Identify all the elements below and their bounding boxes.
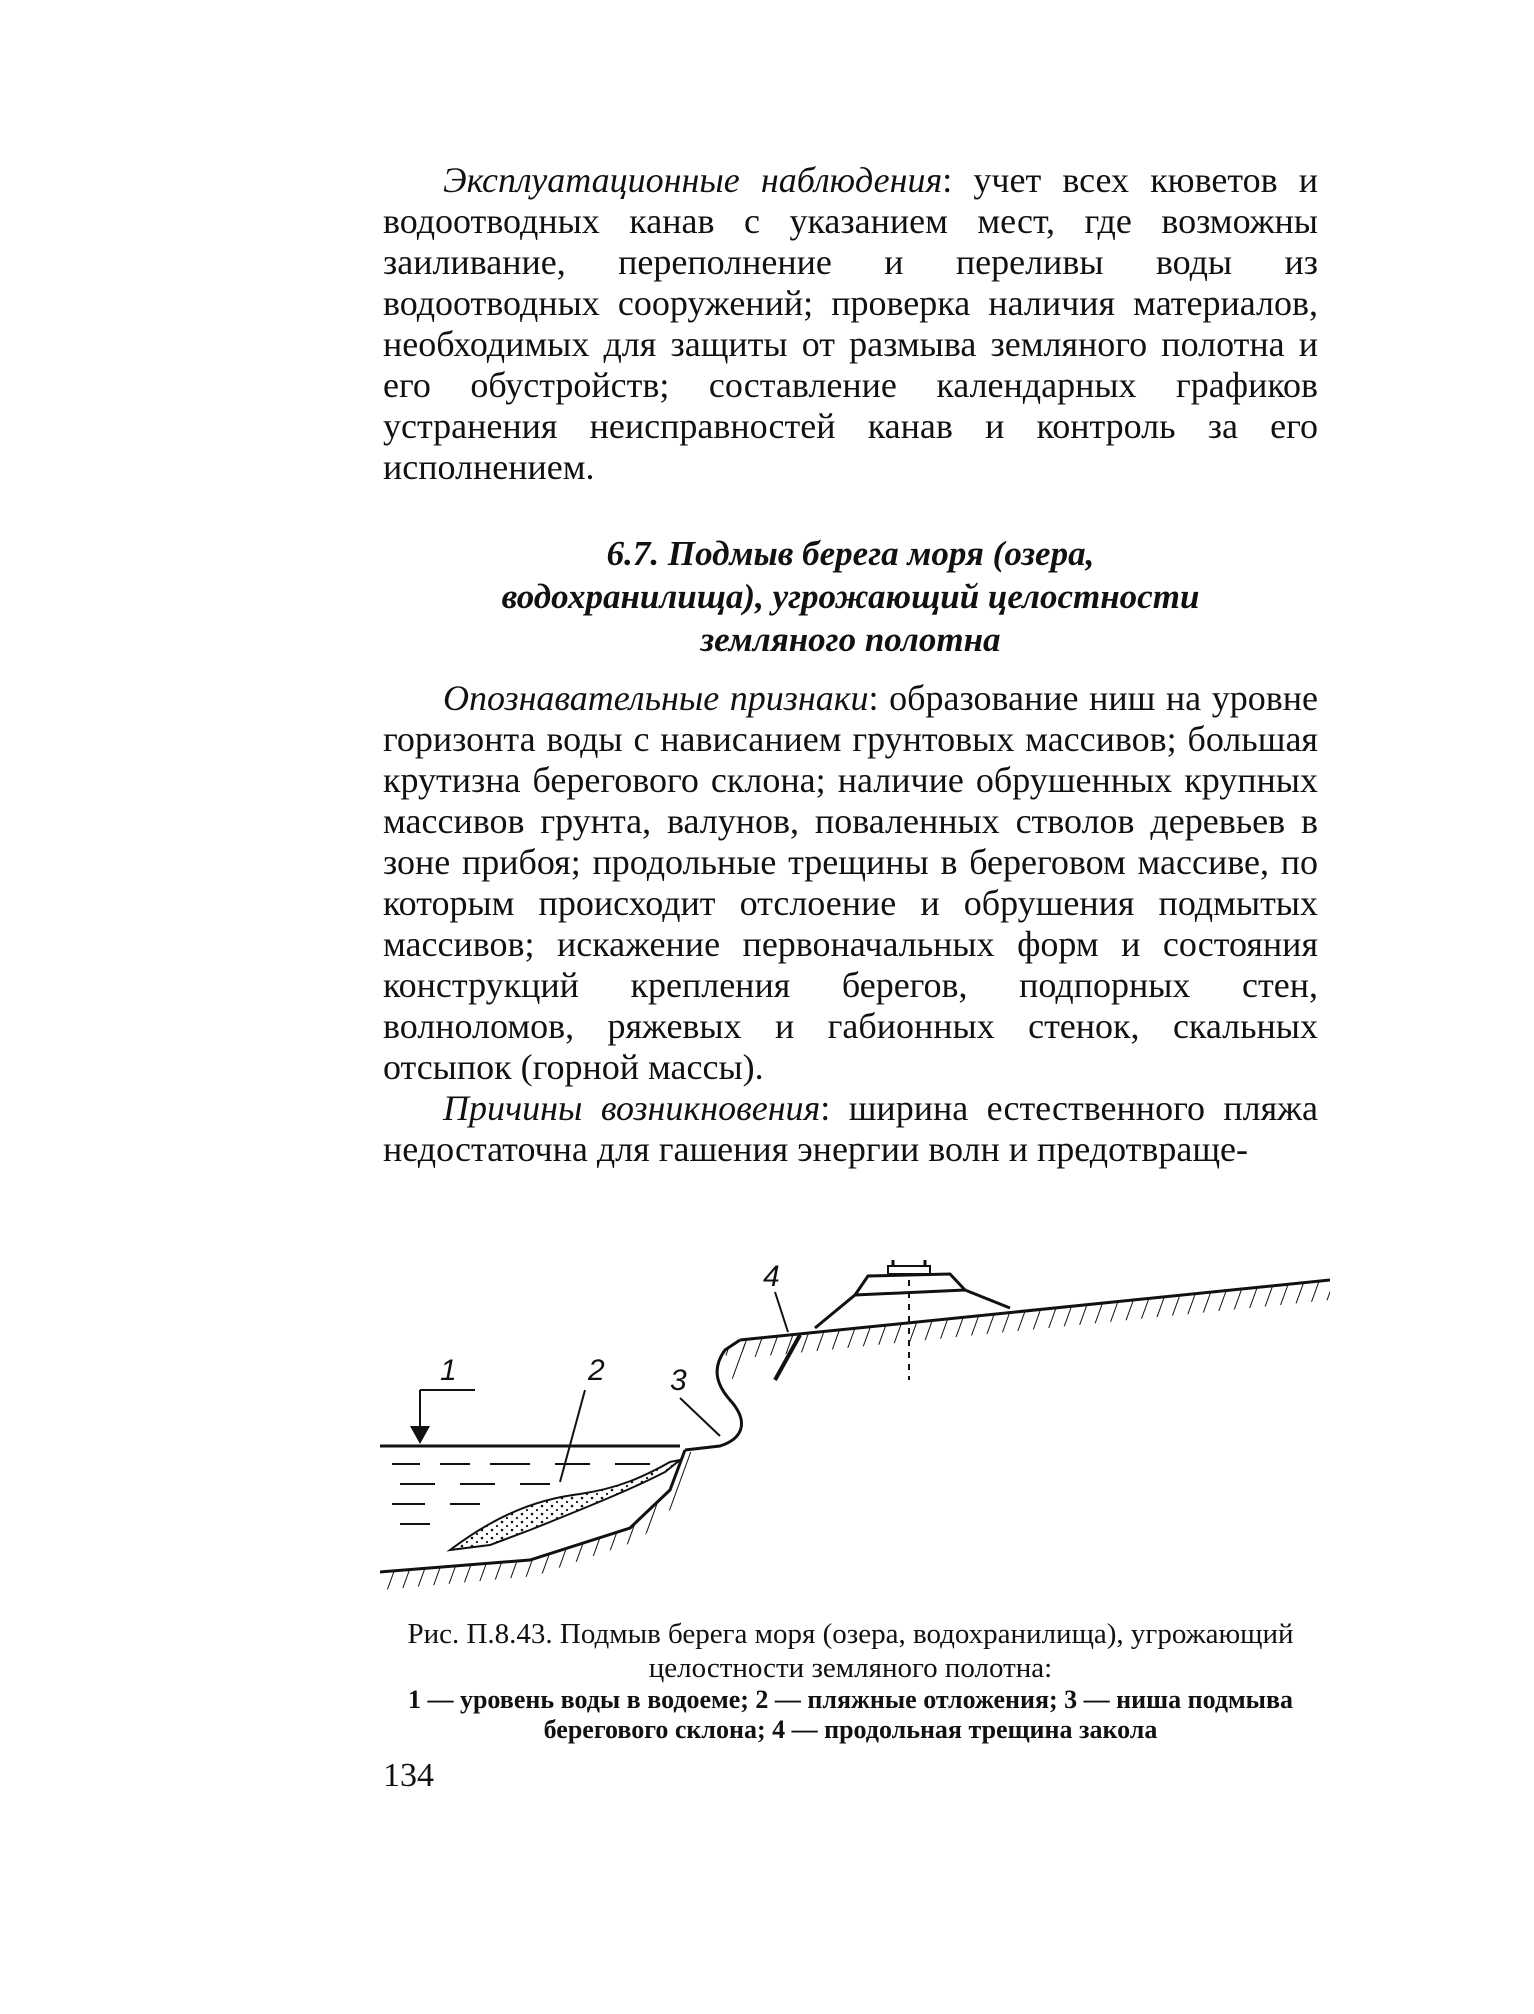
beach-deposits	[450, 1460, 680, 1550]
heading-line-3: земляного полотна	[700, 620, 1001, 659]
embankment-ground	[740, 1260, 1330, 1380]
figure-caption	[383, 1617, 1318, 1745]
page-number: 134	[383, 1757, 434, 1794]
paragraph-text: : ширина естественного пляжа недостаточна для гашения энергии волн и предотвраще-	[383, 1088, 1318, 1169]
paragraph-text: : учет всех кюветов и водоотводных канав с указанием мест, где возможны заиливание, переполнение и переливы воды из водоотводных сооружений; проверка наличия материалов, необходимых для защиты от размыва земляного полотна и его обустройств; составление календарных графиков устранения неисправностей канав и контроль за его исполнением.	[383, 160, 1318, 487]
heading-line-1: 6.7. Подмыв берега моря (озера,	[606, 534, 1095, 573]
section-heading	[383, 532, 1318, 661]
paragraph-operational-observations	[383, 160, 1318, 488]
caption-title: Рис. П.8.43. Подмыв берега моря (озера, водохранилища), угрожающий целостности земляного полотна:	[407, 1618, 1294, 1684]
coast-erosion-diagram	[380, 1240, 1330, 1600]
figure-label-1: 1	[440, 1354, 457, 1387]
paragraph-text: : образование ниш на уровне горизонта воды с нависанием грунтовых массивов; большая крутизна берегового склона; наличие обрушенных крупных массивов грунта, валунов, поваленных стволов деревьев в зоне прибоя; продольные трещины в береговом массиве, по которым происходит отслоение и обрушения подмытых массивов; искажение первоначальных форм и состояния конструкций крепления берегов, подпорных стен, волноломов, ряжевых и габионных стенок, скальных отсыпок (горной массы).	[383, 678, 1319, 1087]
figure-label-3: 3	[670, 1364, 687, 1397]
paragraph-label: Эксплуатационные наблюдения	[443, 160, 943, 200]
caption-legend: 1 — уровень воды в водоеме; 2 — пляжные отложения; 3 — ниша подмыва берегового склона; 4 — продольная трещина закола	[407, 1685, 1294, 1744]
paragraph-label: Причины возникновения	[443, 1088, 821, 1128]
heading-line-2: водохранилища), угрожающий целостности	[501, 577, 1200, 616]
paragraph-label: Опознавательные признаки	[443, 678, 869, 718]
figure-label-2: 2	[588, 1354, 605, 1387]
figure-label-4: 4	[763, 1260, 780, 1293]
section-body	[383, 678, 1318, 1170]
erosion-niche-slope	[685, 1340, 755, 1450]
